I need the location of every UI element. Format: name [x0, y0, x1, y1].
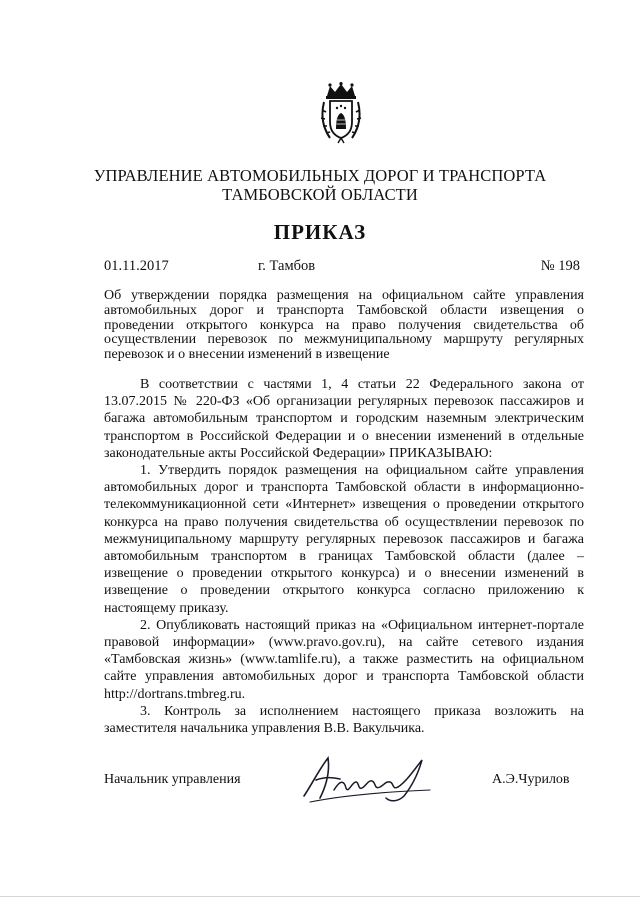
signatory-role: Начальник управления	[104, 772, 241, 787]
document-subject: Об утверждении порядка размещения на официальном сайте управления автомобильных дорог и транспорта Тамбовской области извещения о проведении открытого конкурса на право получения свидетельства об осуществлении перевозок по межмуниципальному маршруту регулярных перевозок и о внесении изменений в извещение	[104, 288, 584, 363]
organization-name-line1: УПРАВЛЕНИЕ АВТОМОБИЛЬНЫХ ДОРОГ И ТРАНСПОРТА	[93, 166, 547, 185]
handwritten-signature-icon	[290, 750, 440, 810]
organization-name-line2: ТАМБОВСКОЙ ОБЛАСТИ	[222, 185, 418, 204]
document-body	[104, 376, 584, 737]
preamble-paragraph: В соответствии с частями 1, 4 статьи 22 Федерального закона от 13.07.2015 № 220-ФЗ «Об организации регулярных перевозок пассажиров и багажа автомобильным транспортом и городским наземным электрическим транспортом в Российской Федерации и о внесении изменений в отдельные законодательные акты Российской Федерации» ПРИКАЗЫВАЮ:	[104, 377, 584, 461]
order-item: 1. Утвердить порядок размещения на официальном сайте управления автомобильных дорог и транспорта Тамбовской области в информационно-телекоммуникационной сети «Интернет» извещения о проведении открытого конкурса на право получения свидетельства об осуществлении перевозок по межмуниципальному маршруту регулярных перевозок пассажиров и багажа автомобильным транспортом в границах Тамбовской области (далее – извещение о проведении открытого конкурса) и о внесении изменений в извещение о проведении открытого конкурса согласно приложению к настоящему приказу.	[104, 463, 584, 616]
document-number: № 198	[540, 258, 580, 274]
signatory-name: А.Э.Чурилов	[492, 772, 570, 787]
document-type-title: ПРИКАЗ	[273, 220, 367, 244]
order-item: 2. Опубликовать настоящий приказ на «Официальном интернет-портале правовой информации» (www.pravo.gov.ru), на сайте сетевого издания «Тамбовская жизнь» (www.tamlife.ru), а также разместить на официальном сайте управления автомобильных дорог и транспорта Тамбовской области http://dortrans.tmbreg.ru.	[104, 617, 584, 702]
order-item: 3. Контроль за исполнением настоящего приказа возложить на заместителя начальника управления В.В. Вакульчика.	[104, 703, 584, 737]
document-city: г. Тамбов	[258, 258, 316, 274]
document-date: 01.11.2017	[104, 258, 169, 274]
tambov-coat-of-arms-icon	[318, 82, 364, 144]
page-edge-divider	[0, 896, 640, 897]
